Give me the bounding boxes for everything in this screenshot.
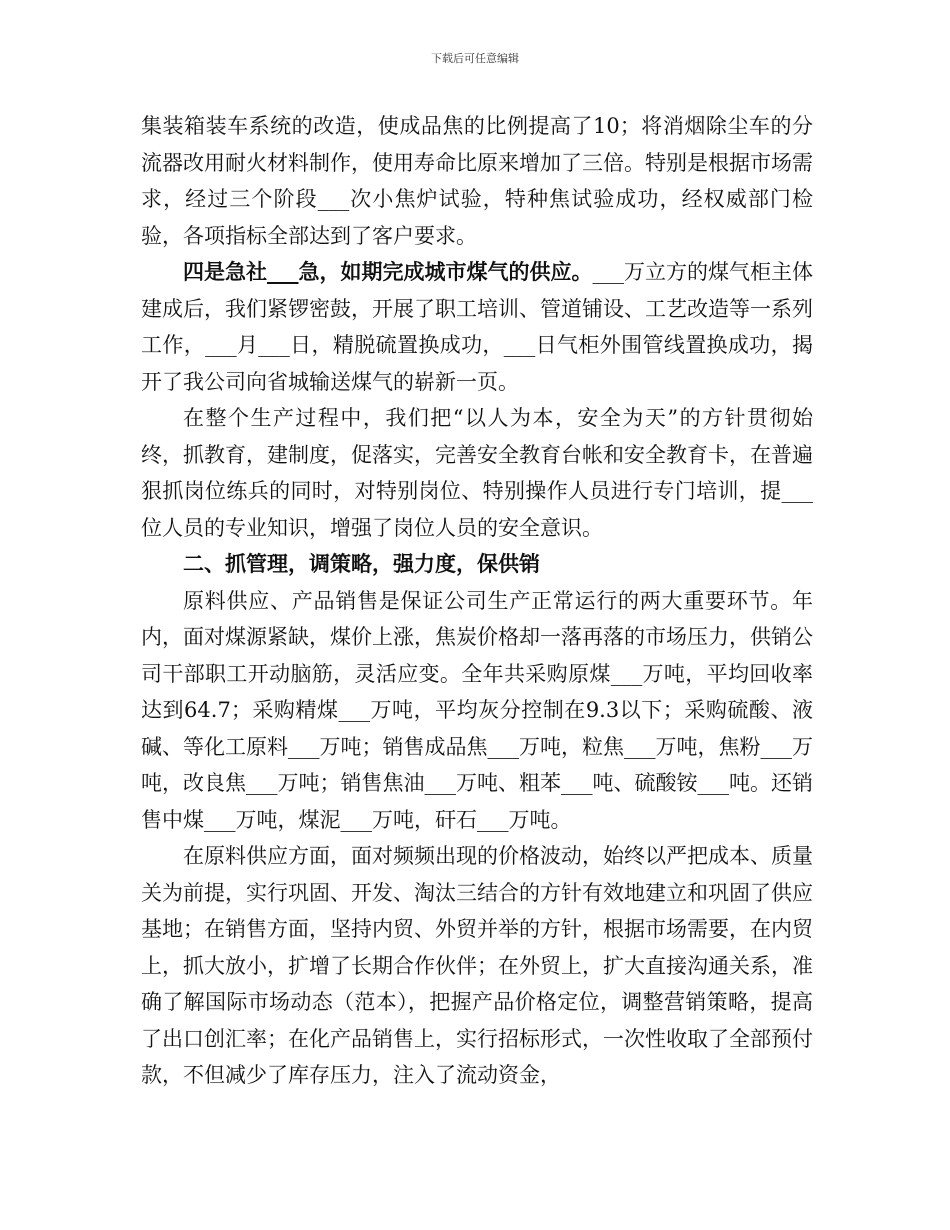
document-body [141,108,813,1094]
paragraph-1: 集装箱装车系统的改造，使成品焦的比例提高了10；将消烟除尘车的分流器改用耐火材料制作，使用寿命比原来增加了三倍。特别是根据市场需求，经过三个阶段___次小焦炉试验，特种焦试验成功，经权威部门检验，各项指标全部达到了客户要求。 [141,114,813,248]
paragraph-5: 在原料供应方面，面对频频出现的价格波动，始终以严把成本、质量关为前提，实行巩固、开发、淘汰三结合的方针有效地建立和巩固了供应基地；在销售方面，坚持内贸、外贸并举的方针，根据市场需要，在内贸上，抓大放小，扩增了长期合作伙伴；在外贸上，扩大直接沟通关系，准确了解国际市场动态（范本），把握产品价格定位，调整营销策略，提高了出口创汇率；在化产品销售上，实行招标形式，一次性收取了全部预付款，不但减少了库存压力，注入了流动资金， [141,844,813,1087]
paragraph-4: 原料供应、产品销售是保证公司生产正常运行的两大重要环节。年内，面对煤源紧缺，煤价上涨，焦炭价格却一落再落的市场压力，供销公司干部职工开动脑筋，灵活应变。全年共采购原煤___万吨，平均回收率达到64.7；采购精煤___万吨，平均灰分控制在9.3以下；采购硫酸、液碱、等化工原料___万吨；销售成品焦___万吨，粒焦___万吨，焦粉___万吨，改良焦___万吨；销售焦油___万吨、粗苯___吨、硫酸铵___吨。还销售中煤___万吨，煤泥___万吨，矸石___万吨。 [141,588,813,832]
paragraph-2 [141,254,813,400]
paragraph-2-lead: 四是急社___急，如期完成城市煤气的供应。 [183,259,593,284]
section-heading: 二、抓管理，调策略，强力度，保供销 [183,551,540,576]
paragraph-3: 在整个生产过程中，我们把“以人为本，安全为天”的方针贯彻始终，抓教育，建制度，促落实，完善安全教育台帐和安全教育卡，在普遍狠抓岗位练兵的同时，对特别岗位、特别操作人员进行专门培训，提___位人员的专业知识，增强了岗位人员的安全意识。 [141,406,813,540]
page-header: 下载后可任意编辑 [431,52,519,65]
paragraph-2-text: ___万立方的煤气柜主体建成后，我们紧锣密鼓，开展了职工培训、管道铺设、工艺改造等一系列工作，___月___日，精脱硫置换成功，___日气柜外围管线置换成功，揭开了我公司向省城输送煤气的崭新一页。 [141,260,813,394]
